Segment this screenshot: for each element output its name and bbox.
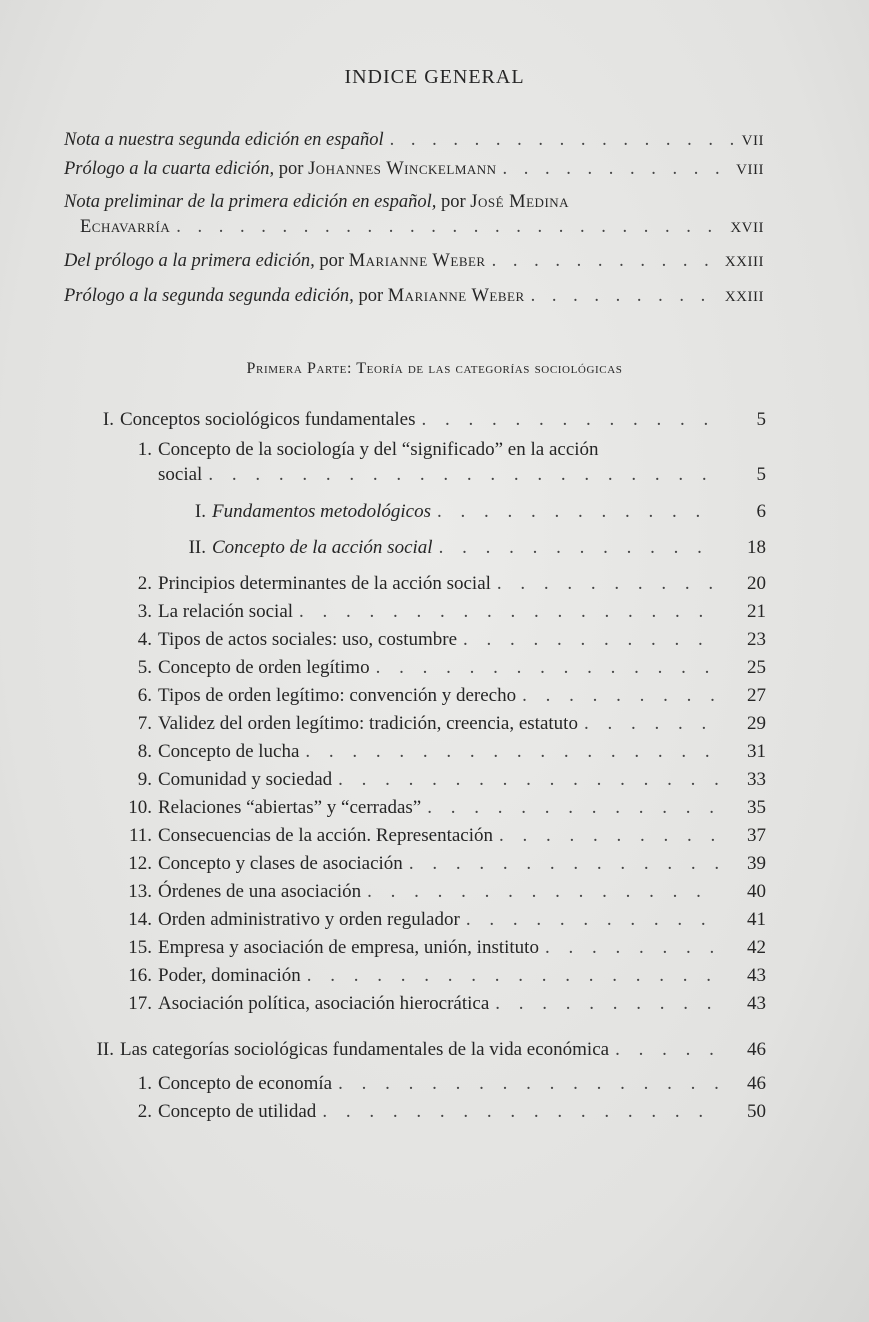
section-number: 15. bbox=[128, 937, 152, 958]
entry-page: XVII bbox=[730, 220, 764, 236]
section-number: 9. bbox=[137, 769, 152, 790]
section-entry[interactable] bbox=[80, 438, 766, 488]
section-title: Concepto y clases de asociación bbox=[158, 853, 403, 874]
entry-page: 50 bbox=[747, 1101, 766, 1122]
section-title: Concepto de orden legítimo bbox=[158, 657, 370, 678]
entry-page: 23 bbox=[747, 629, 766, 650]
section-entry[interactable] bbox=[80, 598, 766, 626]
section-title: Tipos de orden legítimo: convención y derecho bbox=[158, 685, 517, 706]
entry-by: por bbox=[358, 286, 384, 306]
entry-author: Marianne Weber bbox=[387, 286, 525, 306]
entry-title: Prólogo a la cuarta edición, bbox=[64, 159, 275, 179]
toc-entry[interactable] bbox=[64, 190, 764, 241]
entry-page: 31 bbox=[747, 741, 766, 762]
section-number: 12. bbox=[128, 853, 152, 874]
section-title-continued: social bbox=[158, 464, 203, 485]
entry-page: 43 bbox=[747, 965, 766, 986]
section-number: 1. bbox=[137, 1073, 152, 1094]
leader-dots bbox=[338, 766, 720, 794]
entry-title: Prólogo a la segunda segunda edición, bbox=[64, 286, 354, 306]
page-heading: INDICE GENERAL bbox=[344, 66, 525, 88]
entry-page: XXIII bbox=[724, 289, 764, 305]
chapter-title: Conceptos sociológicos fundamentales bbox=[120, 409, 416, 430]
section-entry[interactable] bbox=[80, 682, 766, 710]
section-number: 16. bbox=[128, 965, 152, 986]
section-title: Orden administrativo y orden regulador bbox=[158, 909, 460, 930]
section-title: Concepto de utilidad bbox=[158, 1101, 317, 1122]
entry-page: 35 bbox=[747, 797, 766, 818]
toc-entry[interactable] bbox=[64, 247, 764, 276]
leader-dots bbox=[299, 598, 720, 626]
section-entry[interactable] bbox=[80, 1070, 766, 1098]
chapter-list bbox=[80, 1036, 766, 1126]
leader-dots bbox=[422, 406, 721, 434]
leader-dots bbox=[463, 626, 720, 654]
leader-dots bbox=[437, 498, 720, 526]
section-entry[interactable] bbox=[80, 654, 766, 682]
leader-dots bbox=[499, 822, 720, 850]
entry-page: 29 bbox=[747, 713, 766, 734]
section-title: Principios determinantes de la acción social bbox=[158, 573, 491, 594]
section-number: 2. bbox=[137, 1101, 152, 1122]
leader-dots bbox=[615, 1036, 720, 1064]
entry-title: Nota a nuestra segunda edición en español bbox=[64, 130, 384, 150]
section-title: Validez del orden legítimo: tradición, creencia, estatuto bbox=[158, 713, 578, 734]
entry-author: Johannes Winckelmann bbox=[308, 159, 497, 179]
section-entry[interactable] bbox=[80, 1098, 766, 1126]
section-title: Empresa y asociación de empresa, unión, instituto bbox=[158, 937, 539, 958]
leader-dots bbox=[584, 710, 720, 738]
leader-dots bbox=[545, 934, 720, 962]
leader-dots bbox=[427, 794, 720, 822]
chapter-entry[interactable] bbox=[80, 1036, 766, 1064]
section-title: Concepto de la sociología y del “significado” en la acción bbox=[158, 439, 599, 460]
chapter-number: I. bbox=[102, 409, 114, 430]
entry-page: XXIII bbox=[724, 254, 764, 270]
entry-page: 40 bbox=[747, 881, 766, 902]
part-heading: Primera Parte: Teoría de las categorías sociológicas bbox=[246, 360, 623, 377]
section-title: Comunidad y sociedad bbox=[158, 769, 333, 790]
toc-entry[interactable] bbox=[64, 126, 764, 155]
leader-dots bbox=[495, 990, 720, 1018]
entry-page: 25 bbox=[747, 657, 766, 678]
entry-page: 27 bbox=[747, 685, 766, 706]
section-entry[interactable] bbox=[80, 626, 766, 654]
subsection-entry[interactable] bbox=[80, 498, 766, 526]
entry-title: Del prólogo a la primera edición, bbox=[64, 251, 315, 271]
entry-by: por bbox=[278, 159, 304, 179]
leader-dots bbox=[522, 682, 720, 710]
section-title: Asociación política, asociación hierocrática bbox=[158, 993, 490, 1014]
leader-dots bbox=[305, 738, 720, 766]
section-title: Relaciones “abiertas” y “cerradas” bbox=[158, 797, 422, 818]
leader-dots bbox=[338, 1070, 720, 1098]
entry-page: 5 bbox=[756, 464, 766, 485]
section-entry[interactable] bbox=[80, 766, 766, 794]
entry-author: Marianne Weber bbox=[348, 251, 486, 271]
section-number: 5. bbox=[137, 657, 152, 678]
subsection-number: I. bbox=[194, 501, 206, 522]
leader-dots bbox=[322, 1098, 720, 1126]
chapter-entry[interactable] bbox=[80, 406, 766, 434]
section-number: 11. bbox=[128, 825, 152, 846]
entry-page: 37 bbox=[747, 825, 766, 846]
section-entry[interactable] bbox=[80, 710, 766, 738]
leader-dots bbox=[466, 906, 720, 934]
section-number: 7. bbox=[137, 713, 152, 734]
entry-page: VII bbox=[741, 133, 764, 149]
entry-page: 43 bbox=[747, 993, 766, 1014]
section-title: Concepto de economía bbox=[158, 1073, 333, 1094]
section-number: 8. bbox=[137, 741, 152, 762]
section-number: 2. bbox=[137, 573, 152, 594]
chapter-number: II. bbox=[96, 1039, 114, 1060]
leader-dots bbox=[208, 462, 720, 488]
leader-dots bbox=[497, 570, 720, 598]
section-entry[interactable] bbox=[80, 962, 766, 990]
section-number: 4. bbox=[137, 629, 152, 650]
section-title: Concepto de lucha bbox=[158, 741, 300, 762]
subsection-number: II. bbox=[188, 537, 206, 558]
section-number: 3. bbox=[137, 601, 152, 622]
leader-dots bbox=[531, 282, 719, 310]
leader-dots bbox=[390, 126, 736, 154]
entry-by: por bbox=[440, 192, 466, 212]
front-matter-list bbox=[64, 126, 764, 311]
entry-page: VIII bbox=[736, 162, 764, 178]
section-entry[interactable] bbox=[80, 850, 766, 878]
section-entry[interactable] bbox=[80, 822, 766, 850]
entry-page: 18 bbox=[747, 537, 766, 558]
section-number: 6. bbox=[137, 685, 152, 706]
leader-dots bbox=[503, 155, 731, 183]
entry-author: José Medina bbox=[470, 192, 570, 212]
section-number: 13. bbox=[128, 881, 152, 902]
toc-entry[interactable] bbox=[64, 155, 764, 184]
leader-dots bbox=[409, 850, 720, 878]
section-list bbox=[80, 1070, 766, 1126]
section-number: 10. bbox=[128, 797, 152, 818]
leader-dots bbox=[307, 962, 720, 990]
section-list bbox=[80, 570, 766, 1018]
entry-by: por bbox=[319, 251, 345, 271]
section-title: Órdenes de una asociación bbox=[158, 881, 362, 902]
leader-dots bbox=[492, 247, 719, 275]
entry-title: Nota preliminar de la primera edición en español, bbox=[64, 192, 437, 212]
leader-dots bbox=[367, 878, 720, 906]
entry-author: Echavarría bbox=[80, 217, 171, 237]
section-entry[interactable] bbox=[80, 990, 766, 1018]
section-entry[interactable] bbox=[80, 934, 766, 962]
section-entry[interactable] bbox=[80, 738, 766, 766]
subsection-title: Concepto de la acción social bbox=[212, 537, 433, 558]
section-title: Tipos de actos sociales: uso, costumbre bbox=[158, 629, 458, 650]
entry-page: 46 bbox=[747, 1039, 766, 1060]
section-entry[interactable] bbox=[80, 906, 766, 934]
entry-page: 42 bbox=[747, 937, 766, 958]
entry-page: 20 bbox=[747, 573, 766, 594]
entry-page: 33 bbox=[747, 769, 766, 790]
chapter-list bbox=[80, 406, 766, 1018]
entry-page: 6 bbox=[756, 501, 766, 522]
entry-page: 39 bbox=[747, 853, 766, 874]
section-entry[interactable] bbox=[80, 794, 766, 822]
section-entry[interactable] bbox=[80, 570, 766, 598]
subsection-entry[interactable] bbox=[80, 534, 766, 562]
section-entry[interactable] bbox=[80, 878, 766, 906]
entry-page: 41 bbox=[747, 909, 766, 930]
section-title: Consecuencias de la acción. Representación bbox=[158, 825, 493, 846]
entry-page: 46 bbox=[747, 1073, 766, 1094]
section-number: 1. bbox=[137, 439, 152, 460]
entry-page: 5 bbox=[756, 409, 766, 430]
subsection-title: Fundamentos metodológicos bbox=[212, 501, 432, 522]
section-title: La relación social bbox=[158, 601, 294, 622]
leader-dots bbox=[176, 214, 724, 240]
section-number: 17. bbox=[128, 993, 152, 1014]
entry-page: 21 bbox=[747, 601, 766, 622]
leader-dots bbox=[439, 534, 720, 562]
chapter-title: Las categorías sociológicas fundamentales de la vida económica bbox=[120, 1039, 610, 1060]
toc-entry[interactable] bbox=[64, 282, 764, 311]
leader-dots bbox=[376, 654, 720, 682]
section-title: Poder, dominación bbox=[158, 965, 301, 986]
section-number: 14. bbox=[128, 909, 152, 930]
